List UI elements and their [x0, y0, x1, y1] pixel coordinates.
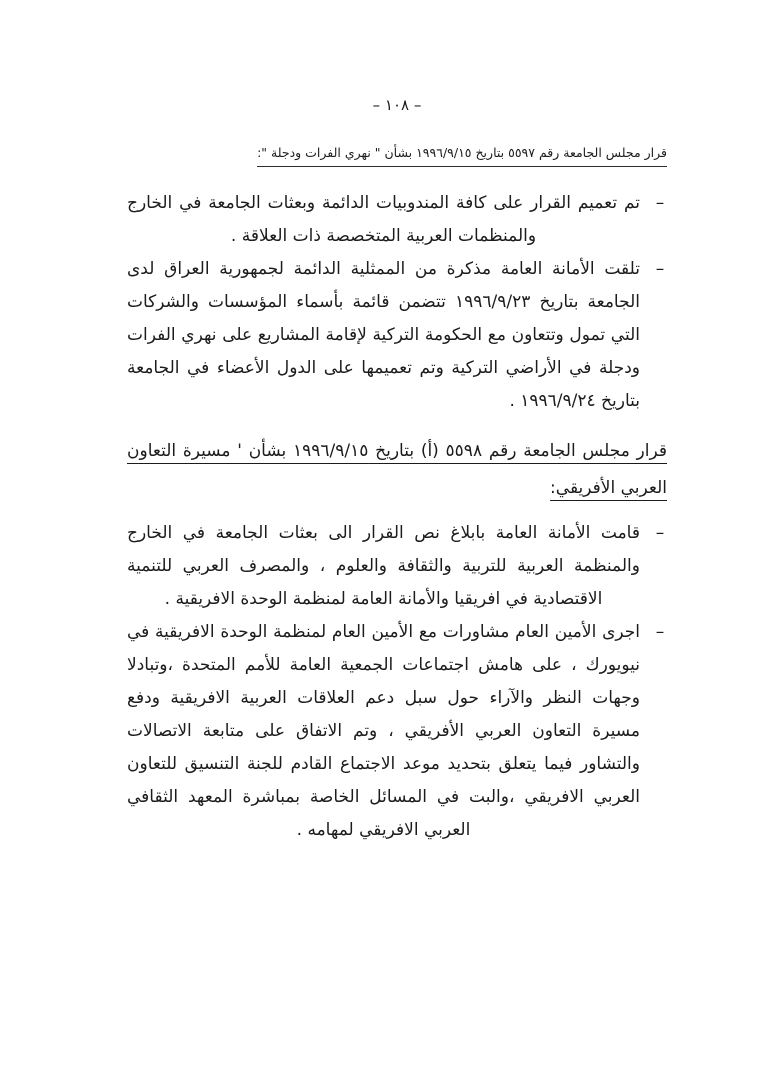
page-number: – ١٠٨ –: [372, 96, 422, 114]
list-item: [127, 187, 667, 253]
decision-5598-bullet-2: اجرى الأمين العام مشاورات مع الأمين العام لمنظمة الوحدة الافريقية في نيويورك ، على هامش اجتماعات الجمعية العامة للأمم المتحدة ،وتبادلا وجهات النظر والآراء حول سبل دعم العلاقات العربية الافريقية ودفع مسيرة التعاون العربي الأفريقي ، وتم الاتفاق على متابعة الاتصالات والتشاور فيما يتعلق بتحديد موعد الاجتماع القادم للجنة التنسيق للتعاون العربي الافريقي ،والبت في المسائل الخاصة بمباشرة المعهد الثقافي العربي الافريقي لمهامه .: [127, 622, 640, 840]
bullet-dash: –: [655, 259, 665, 279]
decision-5598-bullet-1: قامت الأمانة العامة بابلاغ نص القرار الى بعثات الجامعة في الخارج والمنظمة العربية للتربية والثقافة والعلوم ، والمصرف العربي للتنمية الاقتصادية في افريقيا والأمانة العامة لمنظمة الوحدة الافريقية .: [127, 523, 640, 609]
decision-5598-heading: قرار مجلس الجامعة رقم ٥٥٩٨ (أ) بتاريخ ١٩٩٦/٩/١٥ بشأن ' مسيرة التعاون العربي الأفريقي:: [127, 441, 667, 498]
decision-5597-header-text: قرار مجلس الجامعة رقم ٥٥٩٧ بتاريخ ١٩٩٦/٩/١٥ بشأن " نهري الفرات ودجلة ":: [257, 144, 667, 167]
list-item: [127, 616, 667, 847]
decision-5597-bullet-1: تم تعميم القرار على كافة المندوبيات الدائمة وبعثات الجامعة في الخارج والمنظمات العربية المتخصصة ذات العلاقة .: [127, 193, 640, 246]
bullet-dash: –: [655, 622, 665, 642]
decision-5597-bullet-2: تلقت الأمانة العامة مذكرة من الممثلية الدائمة لجمهورية العراق لدى الجامعة بتاريخ ١٩٩٦/٩/٢٣ تتضمن قائمة بأسماء المؤسسات والشركات التي تمول وتتعاون مع الحكومة التركية لإقامة المشاريع على نهري الفرات ودجلة في الأراضي التركية وتم تعميمها على الدول الأعضاء في الجامعة بتاريخ ١٩٩٦/٩/٢٤ .: [127, 259, 640, 411]
list-item: [127, 517, 667, 616]
list-item: [127, 253, 667, 418]
bullet-dash: –: [655, 193, 665, 213]
bullet-dash: –: [655, 523, 665, 543]
decision-5597-header: [127, 144, 667, 167]
page-content: [127, 96, 667, 847]
